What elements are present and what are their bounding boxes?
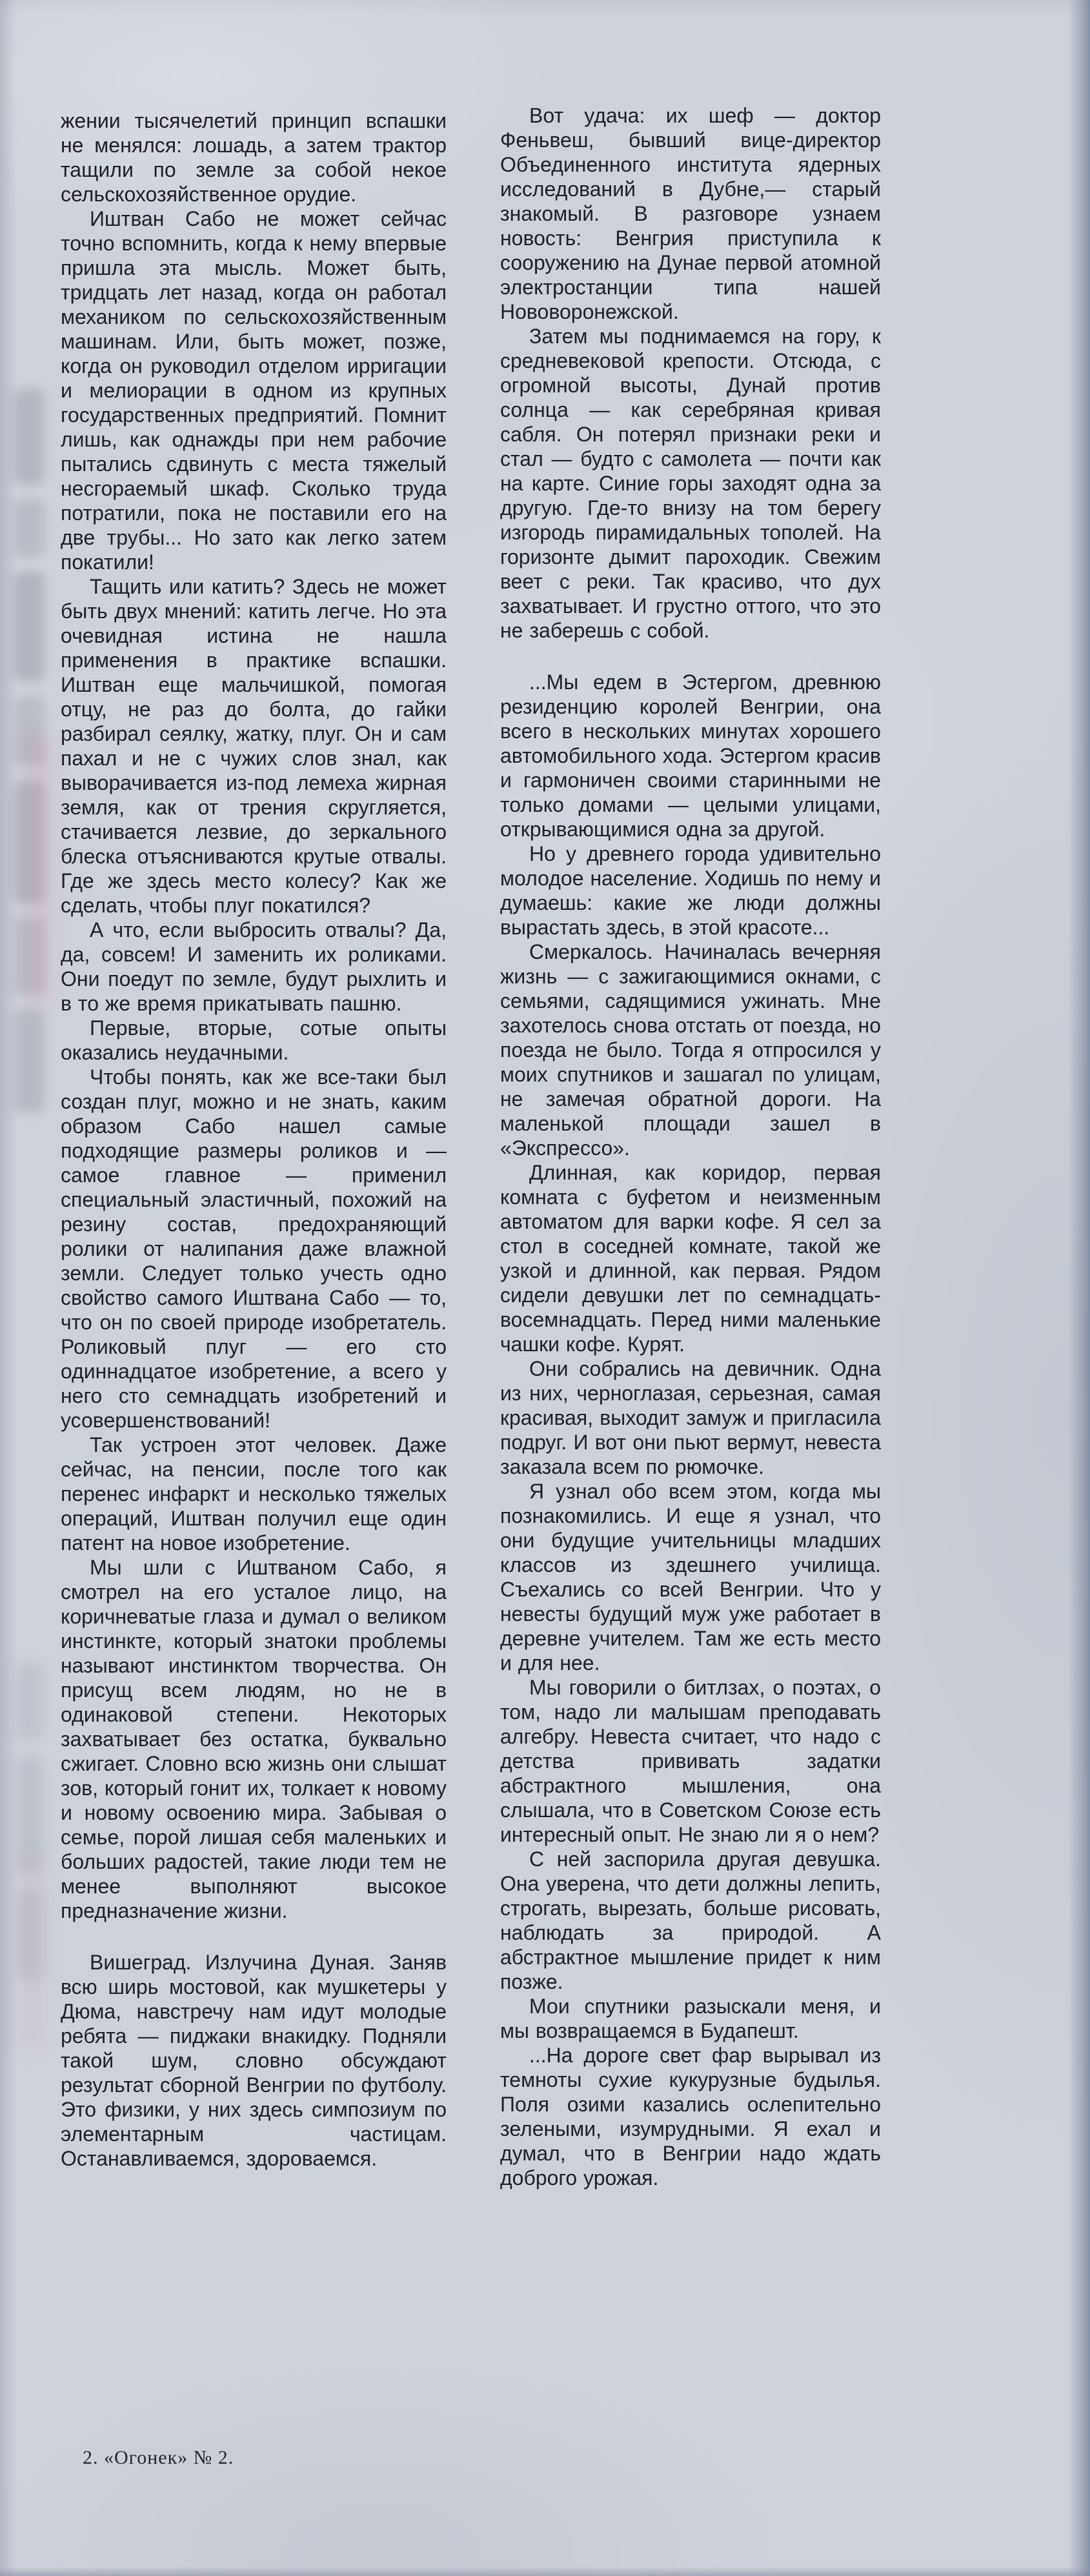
paragraph: Мои спутники разыскали меня, и мы возвращаемся в Будапешт. <box>500 1995 881 2042</box>
paragraph: Вот удача: их шеф — доктор Феньвеш, бывший вице-директор Объединенного института ядерных исследований в Дубне,— старый знакомый. В разговоре узнаем новость: Венгрия приступила к сооружению на Дунае первой атомной электростанции типа нашей Нововоронежской. <box>500 104 881 323</box>
paragraph: Смеркалось. Начиналась вечерняя жизнь — с зажигающимися окнами, с семьями, садящимися ужинать. Мне захотелось снова отстать от поезда, но поезда не было. Тогда я отпросился у моих спутников и зашагал по улицам, не замечая обратной дороги. На маленькой площади зашел в «Экспрессо». <box>500 940 881 1160</box>
page-footer: 2. «Огонек» № 2. <box>83 2447 234 2468</box>
page-edge-bottom <box>0 2567 1090 2576</box>
paragraph: Они собрались на девичник. Одна из них, черноглазая, серьезная, самая красивая, выходит замуж и пригласила подруг. И вот они пьют вермут, невеста заказала всем по рюмочке. <box>500 1357 881 1478</box>
paragraph: Мы говорили о битлзах, о поэтах, о том, надо ли малышам преподавать алгебру. Невеста считает, что надо с детства прививать задатки абстрактного мышления, она слышала, что в Советском Союзе есть интересный опыт. Не знаю ли я о нем? <box>500 1676 881 1846</box>
paragraph: А что, если выбросить отвалы? Да, да, совсем! И заменить их роликами. Они поедут по земле, будут рыхлить и в то же время прикатывать пашню. <box>61 918 447 1015</box>
paragraph: Я узнал обо всем этом, когда мы познакомились. И еще я узнал, что они будущие учительницы младших классов из здешнего училища. Съехались со всей Венгрии. Что у невесты будущий муж уже работает в деревне учителем. Там же есть место и для нее. <box>500 1480 881 1675</box>
text-column-right <box>500 103 881 2190</box>
paragraph: Чтобы понять, как же все-таки был создан плуг, можно и не знать, каким образом Сабо нашел самые подходящие размеры роликов и — самое главное — применил специальный эластичный, похожий на резину состав, предохраняющий ролики от налипания даже влажной земли. Следует только учесть одно свойство самого Иштвана Сабо — то, что он по своей природе изобретатель. Роликовый плуг — его сто одиннадцатое изобретение, а всего у него сто семнадцать изобретений и усовершенствований! <box>61 1065 447 1432</box>
pink-stain-lower <box>19 1858 45 2052</box>
paragraph: Затем мы поднимаемся на гору, к средневековой крепости. Отсюда, с огромной высоты, Дунай против солнца — как серебряная кривая сабля. Он потерял признаки реки и стал — будто с самолета — почти как на карте. Синие горы заходят одна за другую. Где-то внизу на том берегу изгородь пирамидальных тополей. На горизонте дымит пароходик. Свежим веет с реки. Так красиво, что дух захватывает. И грустно оттого, что это не заберешь с собой. <box>500 325 881 642</box>
pink-stain <box>23 729 52 1007</box>
paragraph: Но у древнего города удивительно молодое население. Ходишь по нему и думаешь: какие же люди должны вырастать здесь, в этой красоте... <box>500 842 881 939</box>
paragraph: Иштван Сабо не может сейчас точно вспомнить, когда к нему впервые пришла эта мысль. Может быть, тридцать лет назад, когда он работал механиком по сельскохозяйственным машинам. Или, быть может, позже, когда он руководил отделом ирригации и мелиорации в одном из крупных государственных предприятий. Помнит лишь, как однажды при нем рабочие пытались сдвинуть с места тяжелый несгораемый шкаф. Сколько труда потратили, пока не поставили его на две трубы... Но зато как легко затем покатили! <box>61 207 447 574</box>
text-column-left <box>61 108 447 2171</box>
paragraph: жении тысячелетий принцип вспашки не менялся: лошадь, а затем трактор тащили по земле за собой некое сельскохозяйственное орудие. <box>61 109 447 206</box>
paragraph: Тащить или катить? Здесь не может быть двух мнений: катить легче. Но эта очевидная истина не нашла применения в практике вспашки. Иштван еще мальчишкой, помогая отцу, не раз до болта, до гайки разбирал сеялку, жатку, плуг. Он и сам пахал и не с чужих слов знал, как выворачивается из-под лемеха жирная земля, как от трения скругляется, стачивается лезвие, до зеркального блеска отъясниваются крутые отвалы. Где же здесь место колесу? Как же сделать, чтобы плуг покатился? <box>61 575 447 917</box>
page-edge-right <box>1068 0 1090 2576</box>
paragraph: Так устроен этот человек. Даже сейчас, на пенсии, после того как перенес инфаркт и несколько тяжелых операций, Иштван получил еще один патент на новое изобретение. <box>61 1433 447 1555</box>
paragraph: С ней заспорила другая девушка. Она уверена, что дети должны лепить, строгать, вырезать, больше рисовать, наблюдать за природой. А абстрактное мышление придет к ним позже. <box>500 1847 881 1993</box>
paragraph: Вишеград. Излучина Дуная. Заняв всю ширь мостовой, как мушкетеры у Дюма, навстречу нам идут молодые ребята — пиджаки внакидку. Подняли такой шум, словно обсуждают результат сборной Венгрии по футболу. Это физики, у них здесь симпозиум по элементарным частицам. Останавливаемся, здороваемся. <box>61 1951 447 2170</box>
paragraph: Первые, вторые, сотые опыты оказались неудачными. <box>61 1016 447 1064</box>
paragraph: Длинная, как коридор, первая комната с буфетом и неизменным автоматом для варки кофе. Я сел за стол в соседней комнате, такой же узкой и длинной, как первая. Рядом сидели девушки лет по семнадцать-восемнадцать. Перед ними маленькие чашки кофе. Курят. <box>500 1161 881 1356</box>
paragraph: ...На дороге свет фар вырывал из темноты сухие кукурузные будылья. Поля озими казались ослепительно зелеными, изумрудными. Я ехал и думал, что в Венгрии надо ждать доброго урожая. <box>500 2044 881 2189</box>
paragraph: ...Мы едем в Эстергом, древнюю резиденцию королей Венгрии, она всего в нескольких минутах хорошего автомобильного хода. Эстергом красив и гармоничен своими старинными не только домами — целыми улицами, открывающимися одна за другой. <box>500 670 881 841</box>
paragraph: Мы шли с Иштваном Сабо, я смотрел на его усталое лицо, на коричневатые глаза и думал о великом инстинкте, который знатоки проблемы называют инстинктом творчества. Он присущ всем людям, но не в одинаковой степени. Некоторых захватывает без остатка, буквально сжигает. Словно всю жизнь они слышат зов, который гонит их, толкает к новому и новому освоению мира. Забывая о семье, порой лишая себя маленьких и больших радостей, такие люди тем не менее выполняют высокое предназначение жизни. <box>61 1556 447 1922</box>
